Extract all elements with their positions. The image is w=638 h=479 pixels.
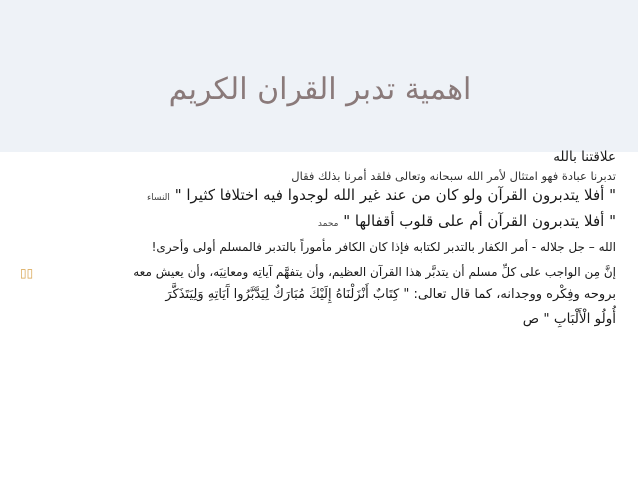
verse-text-1: " أفلا يتدبرون القرآن ولو كان من عند غير الله لوجدوا فيه اختلافا كثيرا " [174, 186, 616, 204]
verse-reference-1: النساء [146, 193, 170, 203]
verse-line-2 [318, 212, 616, 230]
paragraph-line-2: بروحه وفِكْره ووجدانه، كما قال تعالى: " كِتَابٌ أَنْزَلْنَاهُ إِلَيْكَ مُبَارَكٌ لِيَدَّبَّرُوا آَيَاتِهِ وَلِيَتَذَكَّرَ [165, 287, 616, 302]
intro-text: تدبرنا عبادة فهو امتثال لأمر الله سبحانه وتعالى فلقد أمرنا بذلك فقال [291, 169, 616, 183]
verse-reference-2: محمد [317, 219, 339, 229]
section-heading: علاقتنا بالله [553, 149, 616, 165]
paragraph-line-1: إنَّ مِن الواجب على كلِّ مسلم أن يتدبَّر هذا القرآن العظيم، وأن يتفهَّم آياتِه ومعانِيَه، وأن يعيش معه [133, 265, 616, 279]
paragraph-line-3: أُولُو الْأَلْبَابِ " ص [522, 311, 616, 327]
verse-text-2: " أفلا يتدبرون القرآن أم على قلوب أقفالها " [343, 212, 616, 230]
bullet-icon: ▯▯ [20, 266, 34, 280]
slide-title: اهمية تدبر القران الكريم [168, 72, 472, 107]
kuffar-statement: الله – جل جلاله - أمر الكفار بالتدبر لكتابه فإذا كان الكافر مأموراً بالتدبر فالمسلم أولى وأحرى! [151, 240, 616, 254]
body-paragraph [26, 262, 616, 331]
verse-line-1 [147, 186, 616, 204]
